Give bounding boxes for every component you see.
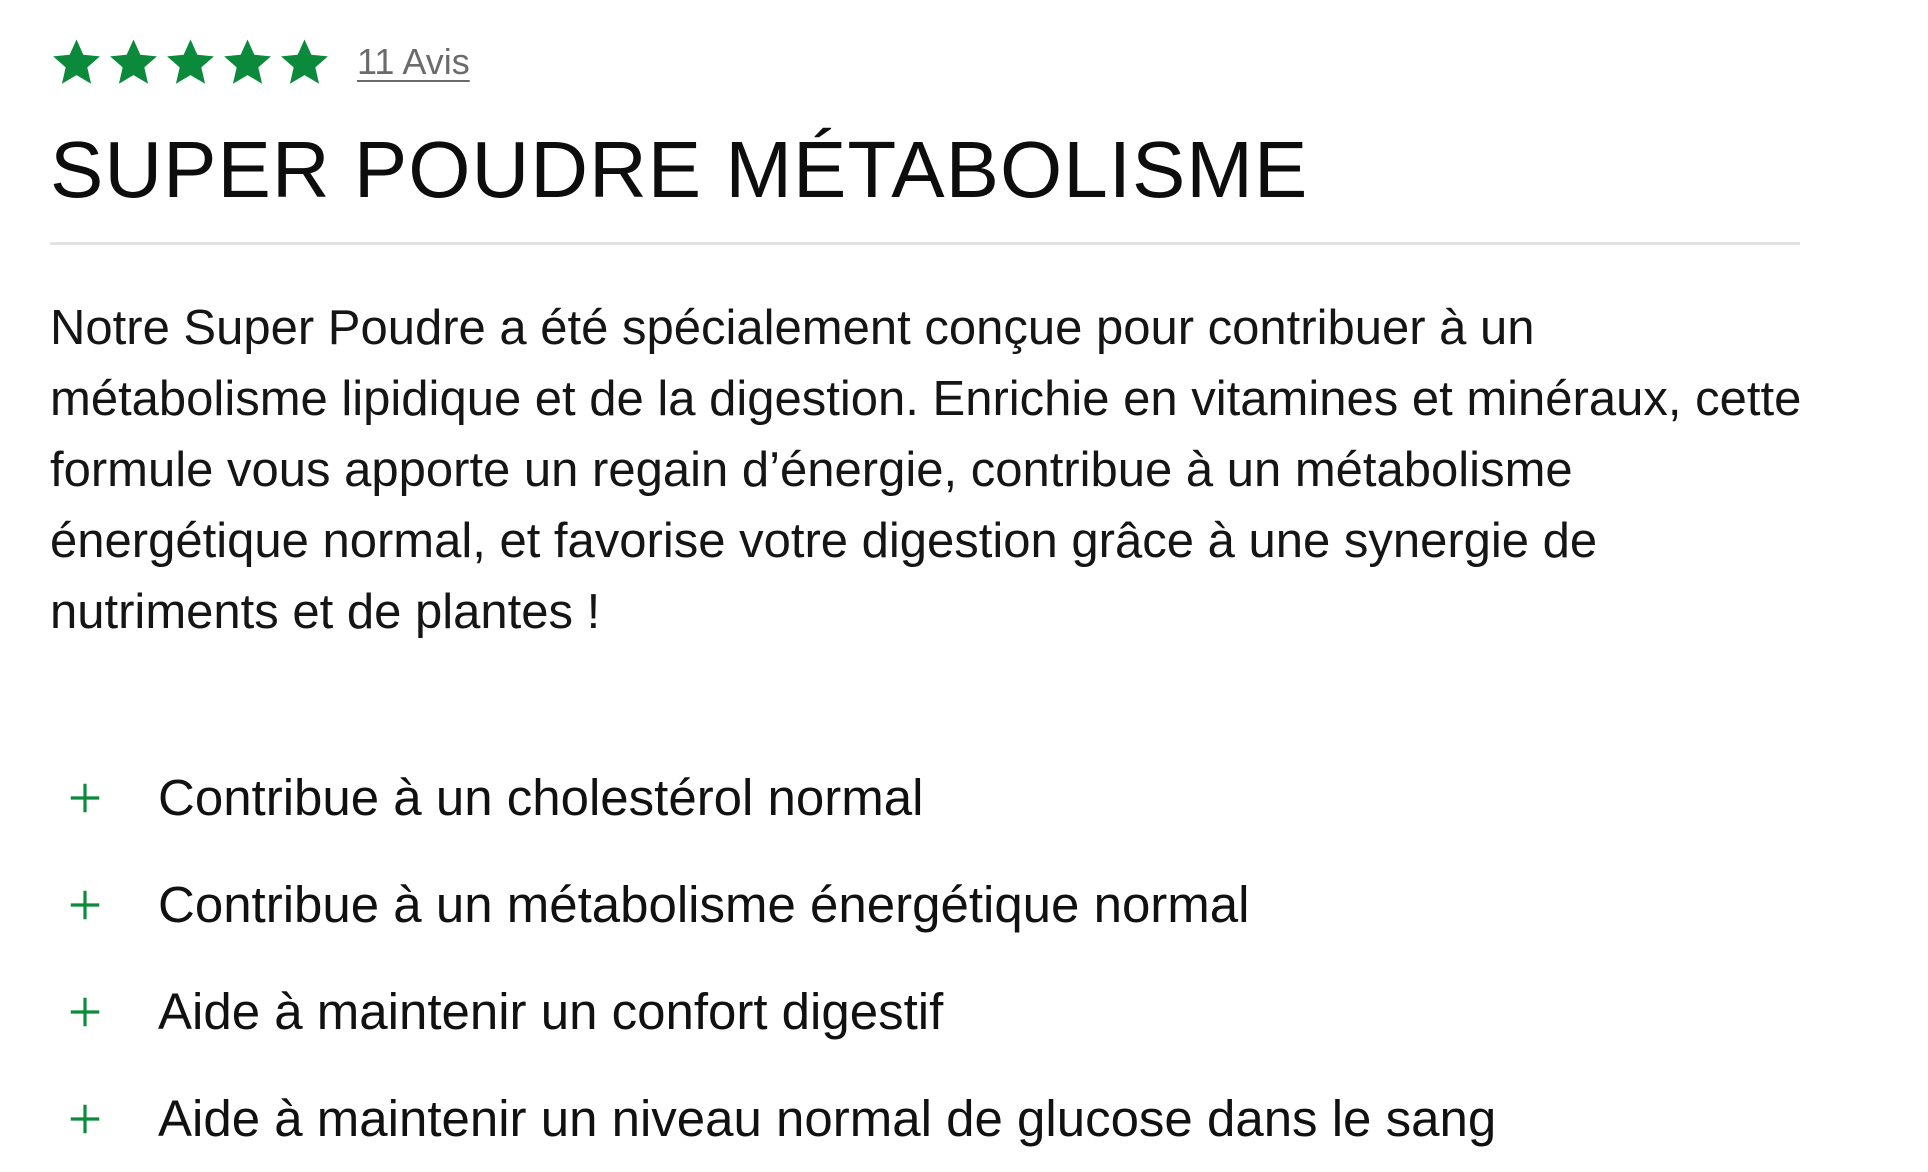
star-icon <box>221 36 274 89</box>
product-info <box>50 30 1800 1172</box>
benefits-list <box>50 744 1800 1172</box>
plus-icon <box>66 779 136 817</box>
product-description: Notre Super Poudre a été spécialement conçue pour contribuer à un métabolisme lipidique et de la digestion. Enrichie en vitamines et minéraux, cette formule vous apporte un regain d’énergie, contribue à un métabolisme énergétique normal, et favorise votre digestion grâce à une synergie de nutriments et de plantes ! <box>50 301 1802 639</box>
plus-icon <box>66 886 136 924</box>
star-icon <box>164 36 217 89</box>
reviews-link[interactable]: 11 Avis <box>357 41 470 82</box>
divider <box>50 242 1800 245</box>
benefit-label: Contribue à un métabolisme énergétique normal <box>158 876 1250 933</box>
product-title: SUPER POUDRE MÉTABOLISME <box>50 125 1309 214</box>
benefit-item <box>50 744 1800 851</box>
benefit-label: Aide à maintenir un confort digestif <box>158 983 944 1040</box>
plus-icon <box>66 993 136 1031</box>
benefit-item <box>50 958 1800 1065</box>
rating-row <box>50 30 1800 94</box>
star-icon <box>278 36 331 89</box>
benefit-item <box>50 851 1800 958</box>
star-rating[interactable] <box>50 36 331 89</box>
benefit-label: Aide à maintenir un niveau normal de glucose dans le sang <box>158 1090 1497 1147</box>
benefit-label: Contribue à un cholestérol normal <box>158 769 924 826</box>
benefit-item <box>50 1065 1800 1172</box>
star-icon <box>50 36 103 89</box>
plus-icon <box>66 1100 136 1138</box>
star-icon <box>107 36 160 89</box>
